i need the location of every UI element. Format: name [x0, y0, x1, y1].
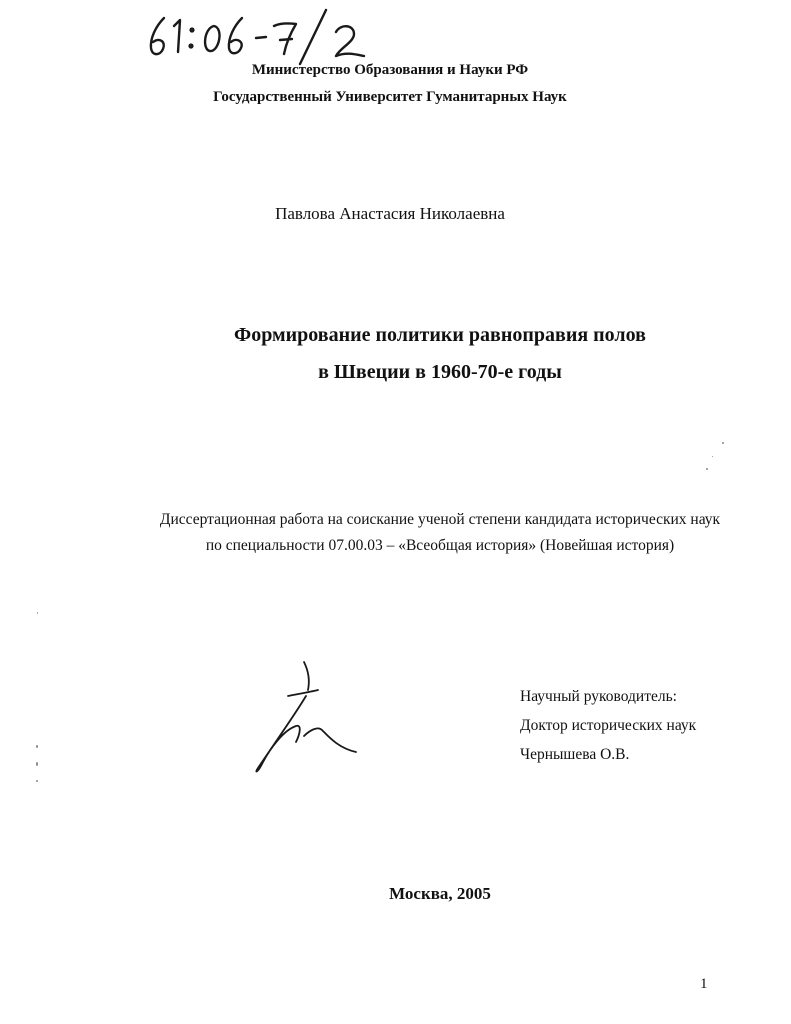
supervisor-role: Научный руководитель: [520, 688, 677, 705]
degree-description-line-1: Диссертационная работа на соискание ученой степени кандидата исторических наук [159, 511, 721, 528]
supervisor-block [520, 682, 696, 769]
dissertation-title-line-2: в Швеции в 1960-70-е годы [318, 361, 562, 383]
scan-speck [36, 780, 38, 782]
author-name: Павлова Анастасия Николаевна [275, 204, 505, 223]
dissertation-title-line-1: Формирование политики равноправия полов [234, 324, 646, 346]
scan-speck [36, 762, 38, 766]
page-number: 1 [700, 976, 708, 992]
scan-speck [36, 745, 38, 748]
supervisor-signature [248, 656, 366, 774]
scan-speck [712, 456, 713, 457]
scan-speck [706, 468, 708, 470]
city-and-year: Москва, 2005 [389, 884, 491, 903]
scan-speck [37, 612, 38, 614]
university-name: Государственный Университет Гуманитарных Наук [213, 89, 567, 105]
handwritten-catalog-number [140, 4, 390, 70]
scan-speck [722, 442, 724, 444]
ministry-name: Министерство Образования и Науки РФ [251, 62, 529, 78]
degree-description-line-2: по специальности 07.00.03 – «Всеобщая история» (Новейшая история) [205, 537, 675, 554]
supervisor-degree: Доктор исторических наук [520, 717, 697, 734]
supervisor-name: Чернышева О.В. [520, 746, 630, 763]
